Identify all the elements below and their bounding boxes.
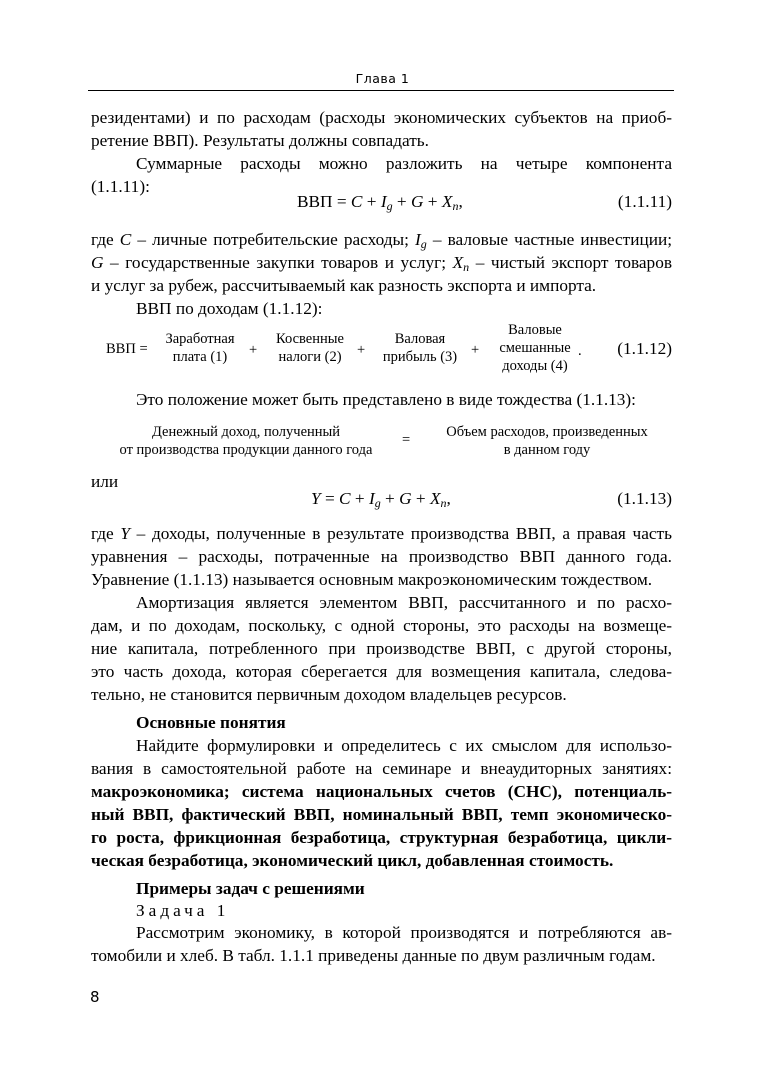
section-heading: Основные понятия (136, 713, 286, 732)
text-line: G – государственные закупки товаров и услуг; $X_n$ – чистый экспорт товаров (91, 253, 672, 274)
comma: , (458, 192, 463, 211)
keyword-line: ческая безработица, экономический цикл, добавленная стоимость. (91, 851, 614, 870)
plus-sign: + (471, 342, 480, 358)
header-rule (88, 90, 674, 91)
equation-1-1-13: $Y = C + I_g + G + X_n$, (311, 489, 451, 510)
keyword-line: макроэкономика; система национальных счетов (СНС), потенциаль- (91, 782, 672, 801)
running-header: Глава 1 (355, 71, 410, 86)
text-line: это часть дохода, которая сберегается для возмещения капитала, следова- (91, 662, 672, 681)
task-label: Задача 1 (136, 901, 230, 920)
equation-number: (1.1.13) (617, 489, 672, 508)
var-ig: $I_g$ (380, 192, 393, 213)
text-line: где Y – доходы, полученные в результате производства ВВП, а правая часть (91, 524, 672, 543)
term-mixed-income: Валовые смешанные доходы (4) (499, 322, 571, 374)
text-line: ние капитала, потребленного при производстве ВВП, с другой стороны, (91, 639, 672, 658)
identity-left: Денежный доход, полученный от производства продукции данного года (119, 424, 373, 458)
section-heading: Примеры задач с решениями (136, 879, 365, 898)
text-line: Найдите формулировки и определитесь с их смыслом для использо- (136, 736, 672, 755)
plus-sign: + (249, 342, 258, 358)
text-line: ВВП по доходам (1.1.12): (136, 299, 323, 318)
term-indirect-taxes: Косвенные налоги (2) (276, 331, 344, 365)
page-number: 8 (90, 988, 100, 1006)
term-wages: Заработная плата (1) (165, 331, 235, 365)
equals-sign: = (402, 432, 411, 448)
text-line: уравнения – расходы, потраченные на производство ВВП данного года. (91, 547, 672, 566)
text-line: Уравнение (1.1.13) называется основным макроэкономическим тождеством. (91, 570, 653, 589)
text-line: (1.1.11): (91, 177, 150, 196)
equation-lhs: ВВП = (106, 341, 148, 357)
plus-sign: + (392, 192, 411, 211)
equation-number: (1.1.12) (617, 339, 672, 358)
text-line: резидентами) и по расходам (расходы экономических субъектов на приоб- (91, 108, 672, 127)
text-line: тельно, не становится первичным доходом владельцев ресурсов. (91, 685, 567, 704)
equation-lhs: ВВП = (297, 192, 351, 211)
text-line: ретение ВВП). Результаты должны совпадать. (91, 131, 429, 150)
text-line: Рассмотрим экономику, в которой производятся и потребляются ав- (136, 923, 672, 942)
term-gross-profit: Валовая прибыль (3) (382, 331, 458, 365)
text-line: вания в самостоятельной работе на семинаре и внеаудиторных занятиях: (91, 759, 672, 778)
identity-right: Объем расходов, произведенных в данном году (446, 424, 648, 458)
keyword-line: ный ВВП, фактический ВВП, номинальный ВВП, темп экономическо- (91, 805, 672, 824)
equation-number: (1.1.11) (617, 192, 672, 211)
text-line: Амортизация является элементом ВВП, рассчитанного и по расхо- (136, 593, 672, 612)
equation-1-1-11 (297, 192, 463, 214)
text-line: или (91, 472, 119, 491)
text-line: и услуг за рубеж, рассчитываемый как разность экспорта и импорта. (91, 276, 597, 295)
text-line: где C – личные потребительские расходы; $I_g$ – валовые частные инвестиции; (91, 230, 673, 251)
var-c: C (350, 192, 363, 211)
text-line: томобили и хлеб. В табл. 1.1.1 приведены данные по двум различным годам. (91, 946, 656, 965)
var-y: Y (311, 489, 321, 508)
period: . (578, 343, 582, 359)
plus-sign: + (423, 192, 442, 211)
plus-sign: + (362, 192, 381, 211)
var-g: G (411, 192, 424, 211)
plus-sign: + (357, 342, 366, 358)
text-line: Это положение может быть представлено в виде тождества (1.1.13): (136, 390, 636, 409)
var-xn: $X_n$ (441, 192, 459, 213)
keyword-line: го роста, фрикционная безработица, структурная безработица, цикли- (91, 828, 672, 847)
text-line: дам, и по доходам, поскольку, с одной стороны, это расходы на возмеще- (91, 616, 672, 635)
text-line: Суммарные расходы можно разложить на четыре компонента (136, 154, 672, 173)
